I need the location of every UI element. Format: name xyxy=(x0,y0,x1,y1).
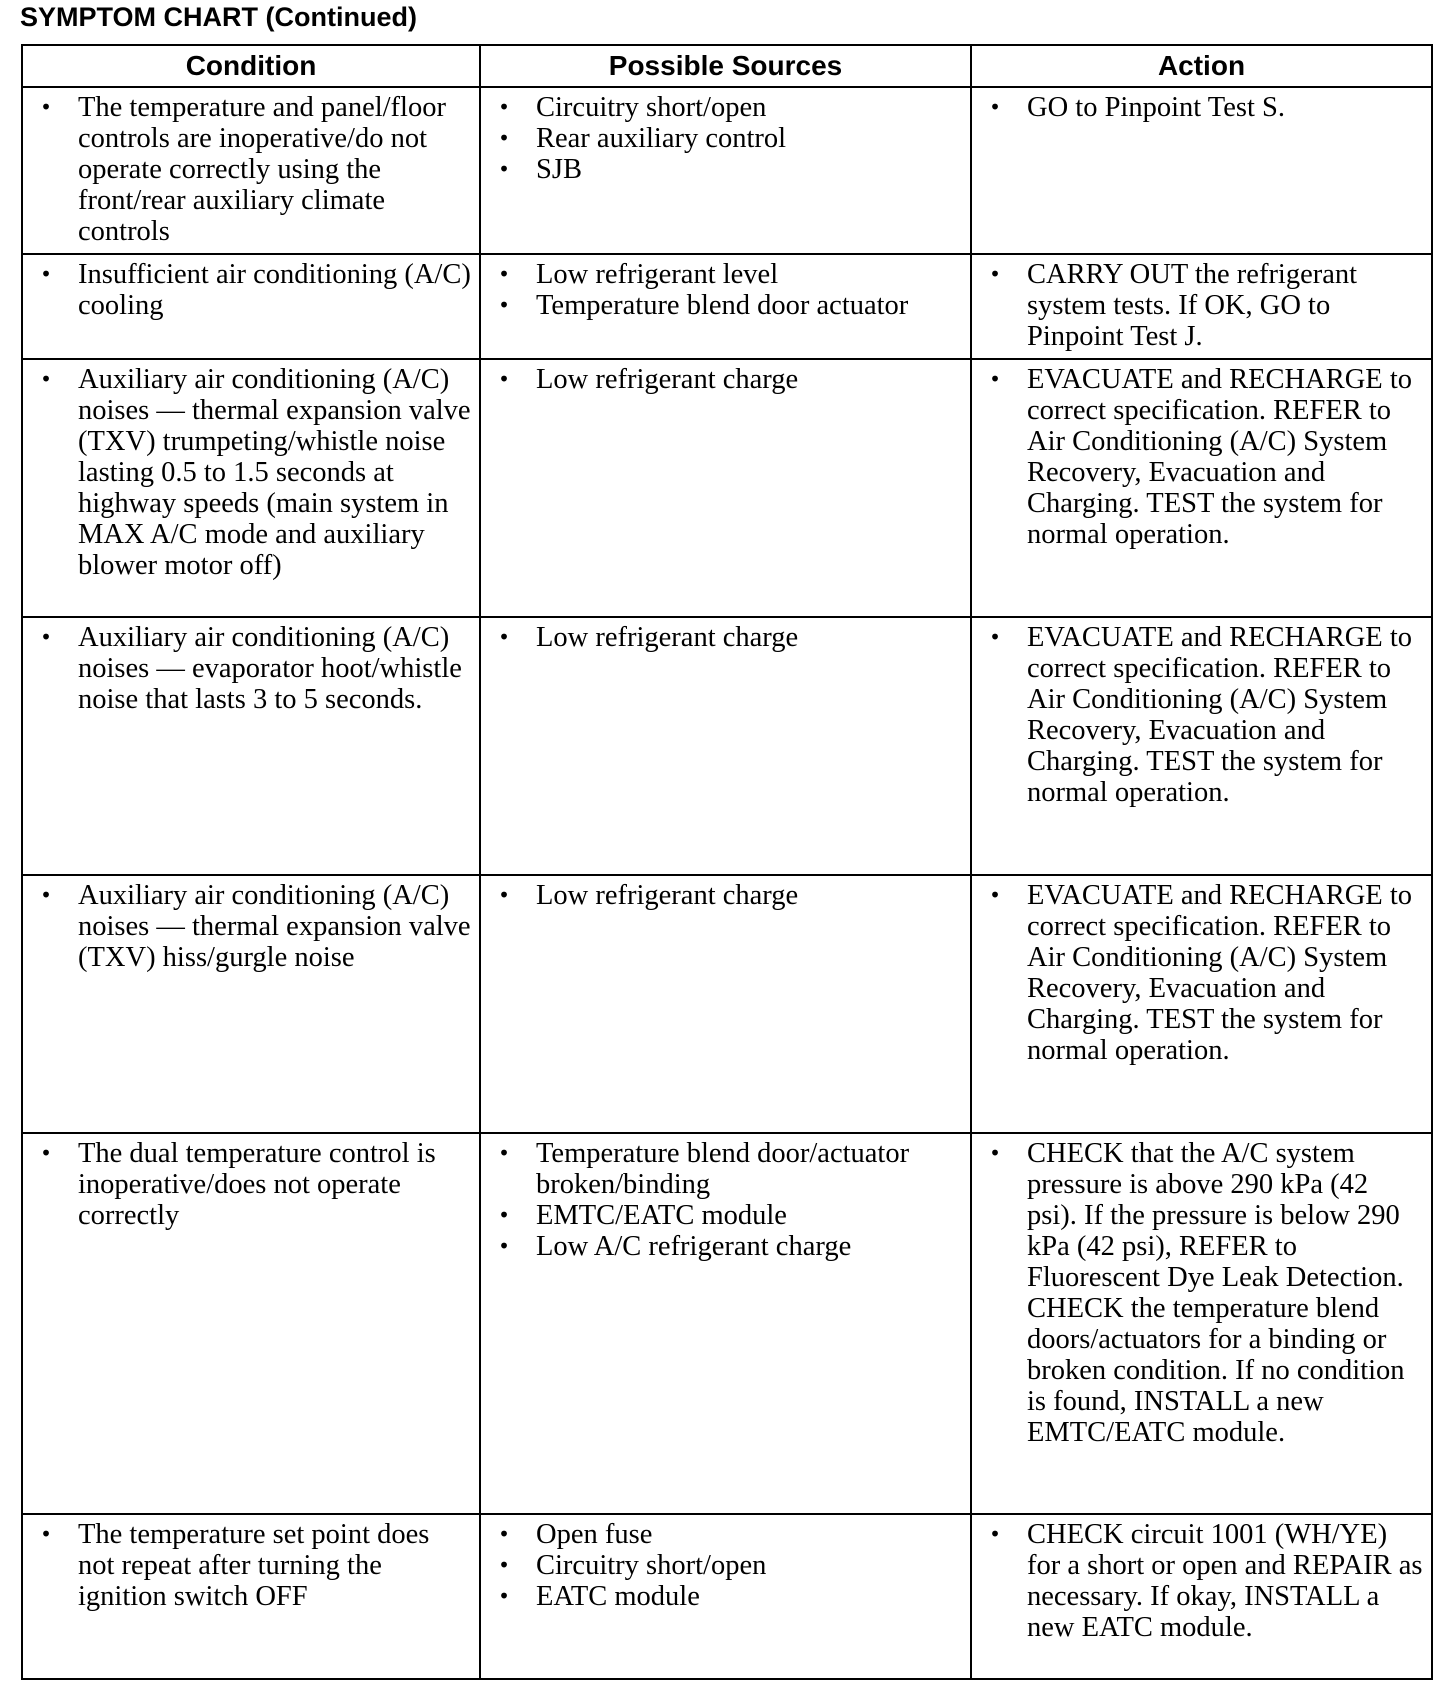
bullet-icon: • xyxy=(40,625,52,649)
action-cell xyxy=(971,617,1432,875)
bullet-icon: • xyxy=(989,625,1001,649)
item-text: CARRY OUT the refrigerant system tests. If OK, GO to Pinpoint Test J. xyxy=(1027,259,1358,352)
item-text: CHECK that the A/C system pressure is above 290 kPa (42 psi). If the pressure is below 290 kPa (42 psi), REFER to Fluorescent Dye Leak Detection. CHECK the temperature blend doors/actuators for a binding or broken condition. If no condition is found, INSTALL a new EMTC/EATC module. xyxy=(1027,1138,1405,1448)
list-item xyxy=(23,622,471,715)
list-item xyxy=(972,1138,1423,1448)
bullet-list xyxy=(23,1134,479,1237)
list-item xyxy=(481,1581,962,1612)
list-item xyxy=(23,1138,471,1231)
bullet-icon: • xyxy=(498,1522,510,1546)
bullet-list xyxy=(481,360,970,401)
bullet-list xyxy=(972,618,1431,814)
bullet-icon: • xyxy=(989,95,1001,119)
condition-cell xyxy=(22,875,480,1133)
bullet-icon: • xyxy=(40,883,52,907)
bullet-list xyxy=(972,255,1431,358)
bullet-icon: • xyxy=(989,1141,1001,1165)
list-item xyxy=(23,92,471,247)
item-text: The dual temperature control is inoperative/does not operate correctly xyxy=(78,1138,436,1231)
condition-cell xyxy=(22,254,480,359)
item-text: EVACUATE and RECHARGE to correct specification. REFER to Air Conditioning (A/C) System Recovery, Evacuation and Charging. TEST the system for normal operation. xyxy=(1027,622,1413,808)
possible-sources-cell xyxy=(480,1133,971,1514)
item-text: Low refrigerant charge xyxy=(536,880,799,911)
bullet-icon: • xyxy=(498,625,510,649)
item-text: Auxiliary air conditioning (A/C) noises — thermal expansion valve (TXV) hiss/gurgle noise xyxy=(78,880,471,973)
item-text: Low refrigerant level xyxy=(536,259,779,290)
item-text: Rear auxiliary control xyxy=(536,123,787,154)
possible-sources-cell xyxy=(480,1514,971,1679)
bullet-list xyxy=(23,1515,479,1618)
header-condition: Condition xyxy=(22,45,480,87)
item-text: Low refrigerant charge xyxy=(536,364,799,395)
table-row xyxy=(22,1514,1432,1679)
list-item xyxy=(972,880,1423,1066)
possible-sources-cell xyxy=(480,617,971,875)
item-text: EATC module xyxy=(536,1581,700,1612)
table-row xyxy=(22,254,1432,359)
list-item xyxy=(481,880,962,911)
bullet-icon: • xyxy=(498,262,510,286)
bullet-icon: • xyxy=(40,95,52,119)
possible-sources-cell xyxy=(480,359,971,617)
bullet-icon: • xyxy=(989,883,1001,907)
bullet-list xyxy=(972,88,1431,129)
list-item xyxy=(972,92,1423,123)
table-row xyxy=(22,359,1432,617)
item-text: Open fuse xyxy=(536,1519,653,1550)
bullet-icon: • xyxy=(40,1141,52,1165)
list-item xyxy=(972,1519,1423,1643)
bullet-icon: • xyxy=(989,367,1001,391)
bullet-icon: • xyxy=(498,1203,510,1227)
bullet-list xyxy=(972,876,1431,1072)
bullet-icon: • xyxy=(498,1234,510,1258)
bullet-icon: • xyxy=(498,126,510,150)
bullet-list xyxy=(23,876,479,979)
list-item xyxy=(23,259,471,321)
bullet-icon: • xyxy=(40,262,52,286)
item-text: The temperature and panel/floor controls are inoperative/do not operate correctly using the front/rear auxiliary climate controls xyxy=(78,92,446,247)
condition-cell xyxy=(22,617,480,875)
item-text: GO to Pinpoint Test S. xyxy=(1027,92,1285,123)
bullet-list xyxy=(972,1134,1431,1454)
possible-sources-cell xyxy=(480,87,971,254)
bullet-icon: • xyxy=(989,1522,1001,1546)
list-item xyxy=(23,1519,471,1612)
header-action: Action xyxy=(971,45,1432,87)
bullet-icon: • xyxy=(40,1522,52,1546)
bullet-icon: • xyxy=(498,1141,510,1165)
item-text: Temperature blend door/actuator broken/binding xyxy=(536,1138,910,1200)
action-cell xyxy=(971,875,1432,1133)
list-item xyxy=(481,1231,962,1262)
item-text: Auxiliary air conditioning (A/C) noises — thermal expansion valve (TXV) trumpeting/whistle noise lasting 0.5 to 1.5 seconds at highway speeds (main system in MAX A/C mode and auxiliary blower motor off) xyxy=(78,364,471,581)
list-item xyxy=(481,1550,962,1581)
bullet-list xyxy=(23,618,479,721)
item-text: EVACUATE and RECHARGE to correct specification. REFER to Air Conditioning (A/C) System Recovery, Evacuation and Charging. TEST the system for normal operation. xyxy=(1027,364,1413,550)
item-text: The temperature set point does not repeat after turning the ignition switch OFF xyxy=(78,1519,430,1612)
condition-cell xyxy=(22,359,480,617)
item-text: Insufficient air conditioning (A/C) cooling xyxy=(78,259,471,321)
list-item xyxy=(972,622,1423,808)
table-row xyxy=(22,1133,1432,1514)
bullet-list xyxy=(481,88,970,191)
item-text: CHECK circuit 1001 (WH/YE) for a short or open and REPAIR as necessary. If okay, INSTALL a new EATC module. xyxy=(1027,1519,1423,1643)
bullet-list xyxy=(481,1515,970,1618)
list-item xyxy=(23,880,471,973)
list-item xyxy=(481,364,962,395)
possible-sources-cell xyxy=(480,875,971,1133)
possible-sources-cell xyxy=(480,254,971,359)
list-item xyxy=(481,1519,962,1550)
action-cell xyxy=(971,1133,1432,1514)
item-text: Low A/C refrigerant charge xyxy=(536,1231,852,1262)
header-row xyxy=(22,45,1432,87)
list-item xyxy=(481,622,962,653)
list-item xyxy=(972,364,1423,550)
action-cell xyxy=(971,87,1432,254)
list-item xyxy=(481,1138,962,1200)
item-text: Circuitry short/open xyxy=(536,92,767,123)
page-title: SYMPTOM CHART (Continued) xyxy=(20,2,417,32)
list-item xyxy=(972,259,1423,352)
bullet-icon: • xyxy=(498,293,510,317)
bullet-list xyxy=(972,360,1431,556)
item-text: EVACUATE and RECHARGE to correct specification. REFER to Air Conditioning (A/C) System Recovery, Evacuation and Charging. TEST the system for normal operation. xyxy=(1027,880,1413,1066)
bullet-list xyxy=(23,360,479,587)
item-text: EMTC/EATC module xyxy=(536,1200,787,1231)
list-item xyxy=(481,154,962,185)
condition-cell xyxy=(22,87,480,254)
condition-cell xyxy=(22,1514,480,1679)
bullet-icon: • xyxy=(989,262,1001,286)
item-text: Circuitry short/open xyxy=(536,1550,767,1581)
table-row xyxy=(22,875,1432,1133)
list-item xyxy=(481,123,962,154)
list-item xyxy=(481,290,962,321)
bullet-icon: • xyxy=(498,1584,510,1608)
item-text: Temperature blend door actuator xyxy=(536,290,909,321)
table-row xyxy=(22,87,1432,254)
bullet-list xyxy=(972,1515,1431,1649)
table-row xyxy=(22,617,1432,875)
action-cell xyxy=(971,254,1432,359)
list-item xyxy=(481,1200,962,1231)
bullet-list xyxy=(481,618,970,659)
symptom-chart-table xyxy=(21,44,1433,1680)
bullet-list xyxy=(481,876,970,917)
list-item xyxy=(481,259,962,290)
bullet-list xyxy=(481,255,970,327)
action-cell xyxy=(971,359,1432,617)
header-possible-sources: Possible Sources xyxy=(480,45,971,87)
condition-cell xyxy=(22,1133,480,1514)
action-cell xyxy=(971,1514,1432,1679)
item-text: SJB xyxy=(536,154,582,185)
list-item xyxy=(23,364,471,581)
bullet-icon: • xyxy=(40,367,52,391)
list-item xyxy=(481,92,962,123)
bullet-icon: • xyxy=(498,157,510,181)
bullet-list xyxy=(481,1134,970,1268)
bullet-icon: • xyxy=(498,1553,510,1577)
bullet-icon: • xyxy=(498,95,510,119)
item-text: Low refrigerant charge xyxy=(536,622,799,653)
bullet-icon: • xyxy=(498,883,510,907)
bullet-list xyxy=(23,88,479,253)
bullet-list xyxy=(23,255,479,327)
bullet-icon: • xyxy=(498,367,510,391)
item-text: Auxiliary air conditioning (A/C) noises — evaporator hoot/whistle noise that lasts 3 to 5 seconds. xyxy=(78,622,462,715)
table-body xyxy=(22,87,1432,1679)
